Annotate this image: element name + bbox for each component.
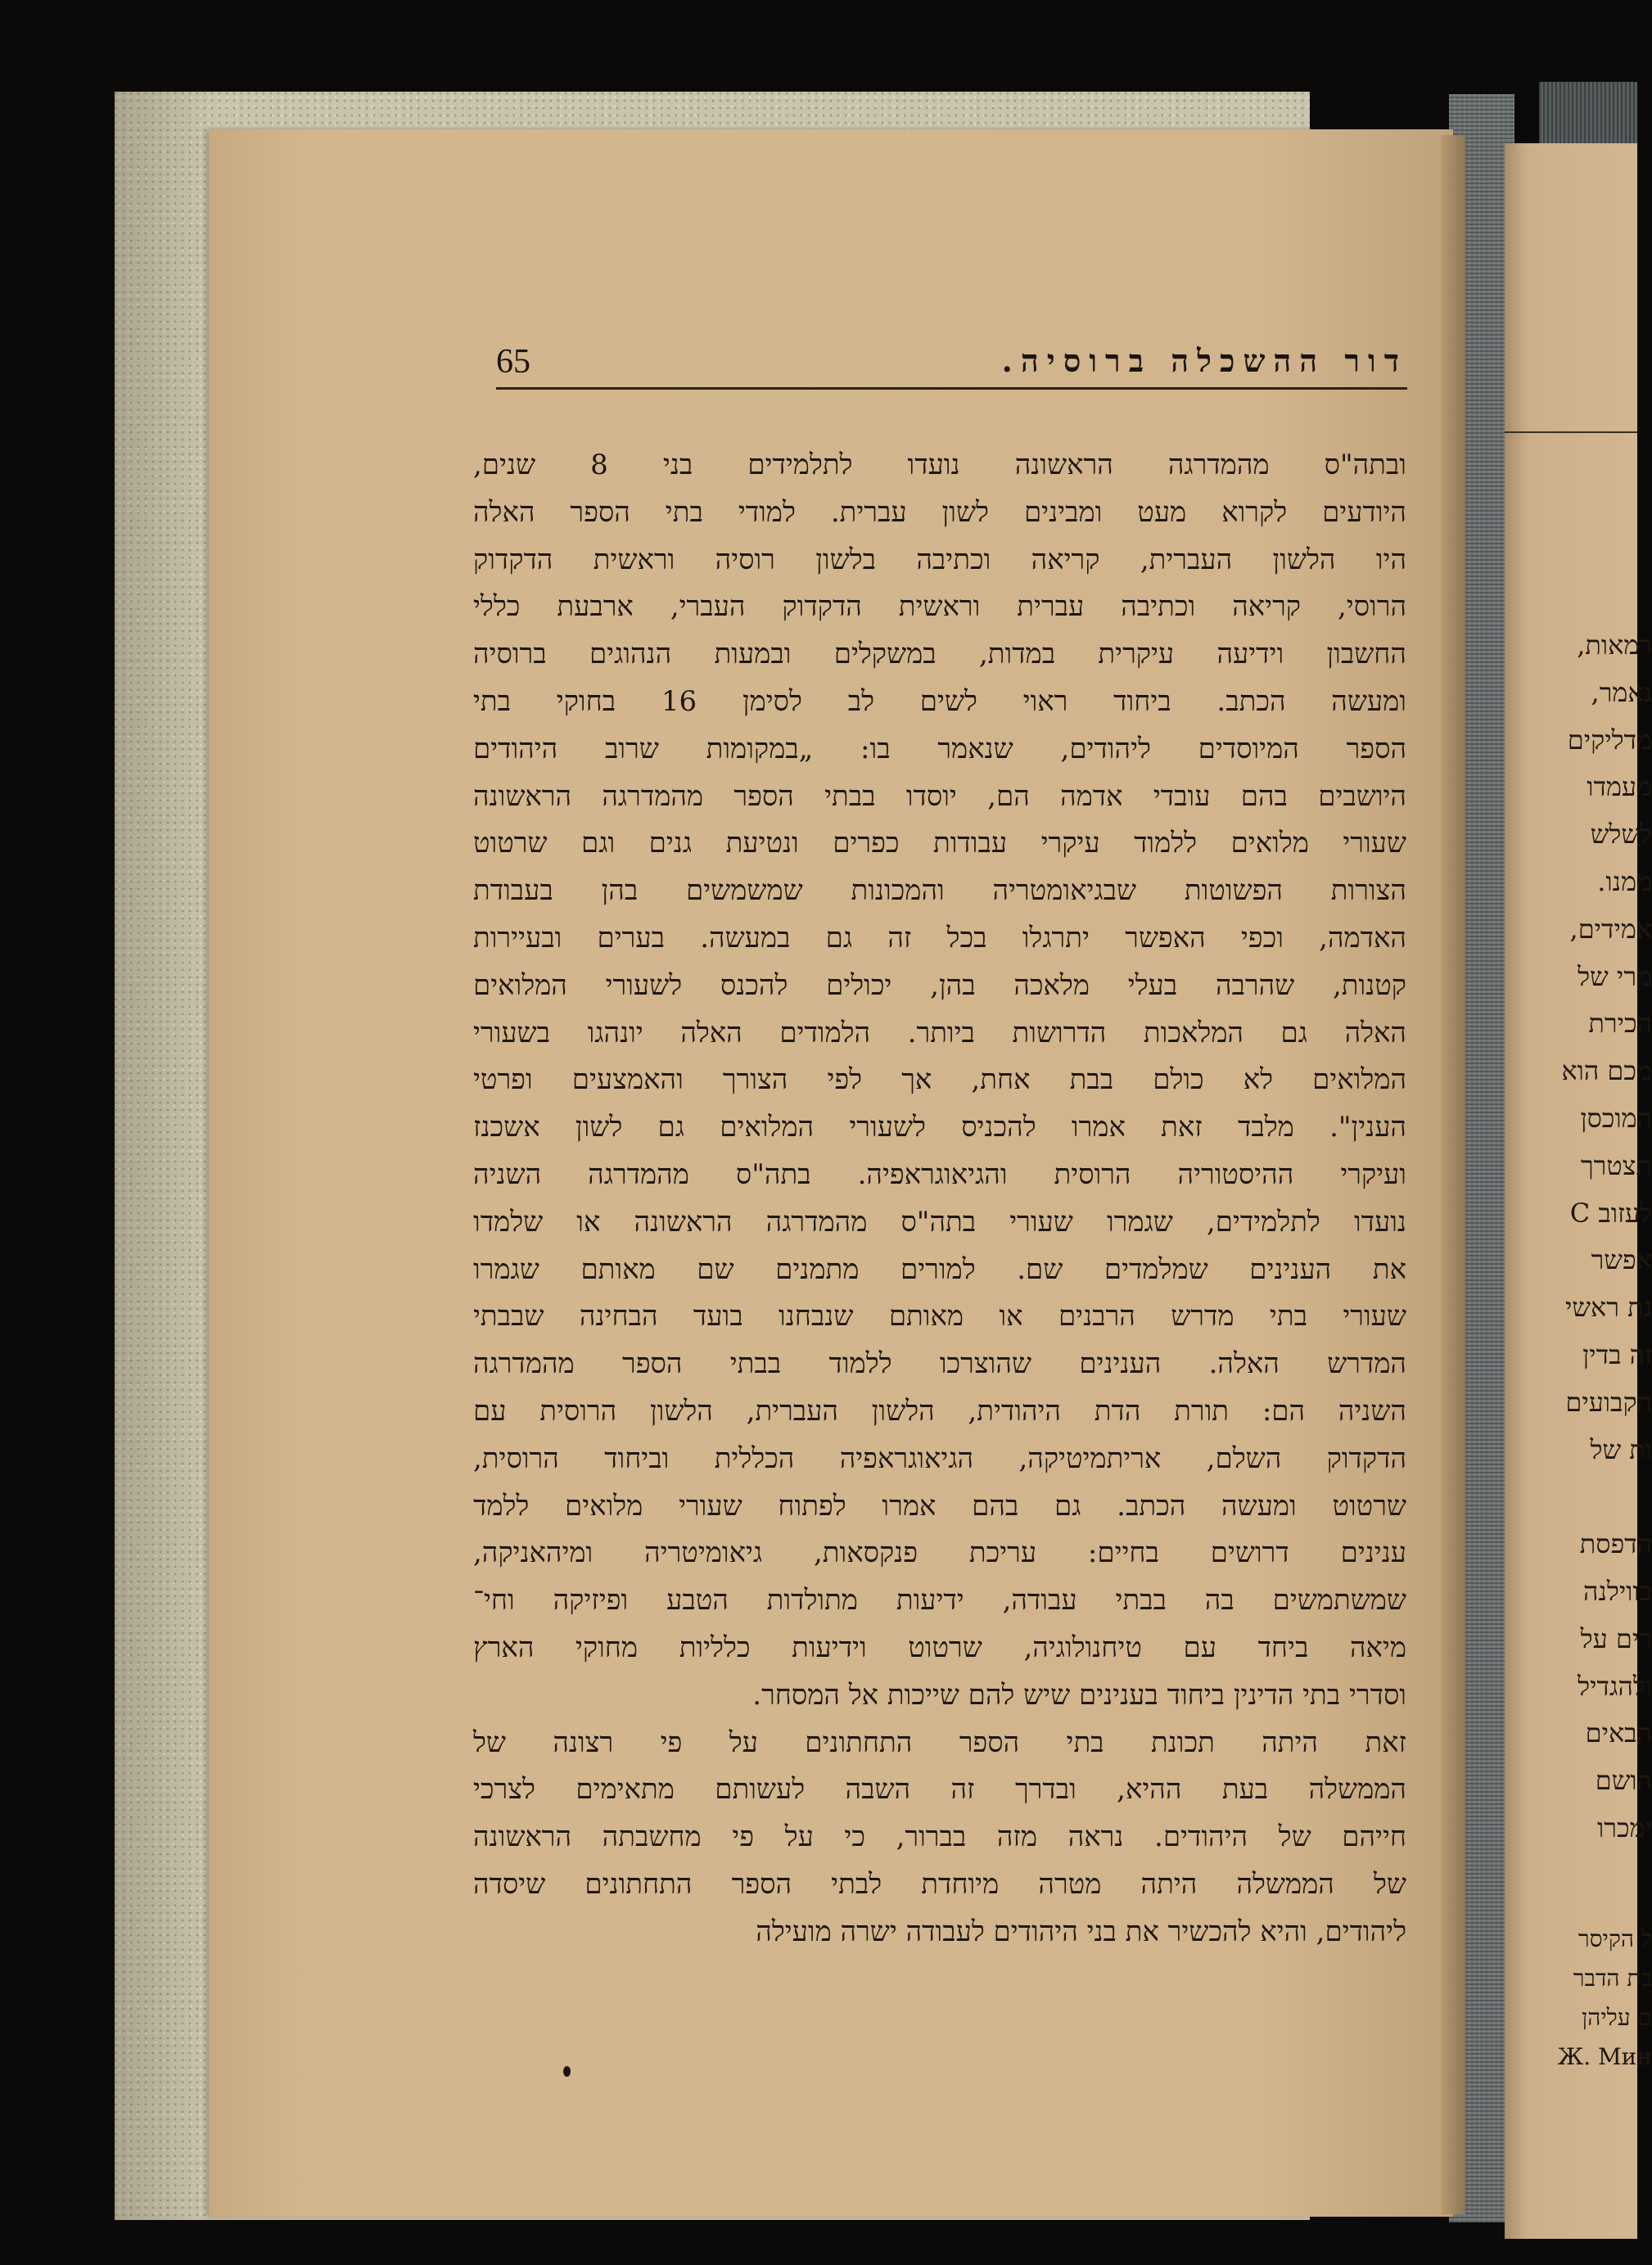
facing-text-line: אפשר bbox=[1591, 1244, 1652, 1276]
text-line: ועיקרי ההיסטוריה הרוסית והגיאוגראפיה. בתה"ס מהמדרגה השניה bbox=[473, 1157, 1406, 1191]
text-line: הספר המיוסדים ליהודים, שנאמר בו: „במקומות שרוב היהודים bbox=[473, 732, 1406, 765]
facing-text-line: המוכסן bbox=[1580, 1102, 1652, 1134]
facing-text-line: מרי של bbox=[1578, 960, 1652, 992]
cover-shadow bbox=[115, 92, 213, 2220]
text-line: האלה גם המלאכות הדרושות ביותר. הלמודים האלה יונהגו בשעורי bbox=[473, 1016, 1406, 1049]
text-line: קטנות, שהרבה בעלי מלאכה בהן, יכולים להכנס לשעורי המלואים bbox=[473, 968, 1406, 1002]
text-line: ענינים דרושים בחיים: עריכת פנקסאות, גיאומיטריה ומיהאניקה, bbox=[473, 1536, 1406, 1570]
text-line: שרטוט ומעשה הכתב. גם בהם אמרו לפתוח שעורי מלואים ללמד bbox=[473, 1489, 1406, 1523]
header-rule bbox=[496, 387, 1407, 390]
facing-text-line: ממנו. bbox=[1597, 865, 1652, 897]
text-line: וסדרי בתי הדינין ביחוד בענינים שיש להם שייכות אל המסחר. bbox=[752, 1678, 1406, 1712]
facing-text-line: אמידים, bbox=[1569, 913, 1652, 945]
text-line: הממשלה בעת ההיא, ובדרך זה השבה לעשותם מתאימים לצרכי bbox=[473, 1773, 1406, 1807]
facing-text-line: מדליקים bbox=[1567, 724, 1652, 756]
text-line: של הממשלה היתה מטרה מיוחדת לבתי הספר התחתונים שיסדה bbox=[473, 1867, 1406, 1901]
page-gutter-edge bbox=[1441, 135, 1465, 2214]
facing-text-line: נת ראשי bbox=[1564, 1292, 1652, 1324]
facing-note-line: Ж. Мин bbox=[1557, 2043, 1652, 2070]
facing-text-line: מכם הוא bbox=[1561, 1055, 1652, 1087]
facing-text-line: הושם bbox=[1595, 1765, 1652, 1797]
text-line: ובתה"ס מהמדרגה הראשונה נועדו לתלמידים בני 8 שנים, bbox=[473, 449, 1406, 481]
text-line: היודעים לקרוא מעט ומבינים לשון עברית. למודי בתי הספר האלה bbox=[473, 495, 1406, 529]
facing-text-line: בווילנה bbox=[1583, 1575, 1652, 1607]
facing-text-line: תצטרך bbox=[1580, 1149, 1652, 1181]
body-text bbox=[473, 442, 1406, 1956]
text-line: הרוסי, קריאה וכתיבה עברית וראשית הדקדוק העברי, ארבעת כללי bbox=[473, 590, 1406, 624]
facing-header-rule bbox=[1505, 431, 1637, 433]
text-line: הצורות הפשוטות שבגיאומטריה והמכונות שמשמשים בהן בעבודת bbox=[473, 874, 1406, 908]
text-line: את הענינים שמלמדים שם. למורים מתמנים שם מאותם שגמרו bbox=[473, 1252, 1406, 1286]
text-line: המלואים לא כולם בבת אחת, אך לפי הצורך והאמצעים ופרטי bbox=[473, 1063, 1406, 1097]
facing-note-line: ל הקיסר bbox=[1578, 1925, 1652, 1952]
facing-page-text bbox=[1521, 622, 1652, 1852]
facing-text-line: רים על bbox=[1580, 1622, 1652, 1654]
text-line: הענין". מלבד זאת אמרו להכניס לשעורי המלואים גם לשון אשכנז bbox=[473, 1111, 1406, 1144]
facing-text-line: זה בדין bbox=[1582, 1338, 1652, 1370]
facing-text-line: הכירת bbox=[1588, 1008, 1652, 1040]
facing-text-line: ות של bbox=[1590, 1433, 1652, 1465]
facing-text-line: נאמר, bbox=[1591, 676, 1652, 708]
facing-page bbox=[1505, 143, 1652, 2239]
facing-text-line: לעזוב C bbox=[1569, 1197, 1652, 1229]
text-line: ליהודים, והיא להכשיר את בני היהודים לעבודה ישרה מועילה bbox=[756, 1915, 1406, 1948]
facing-note-line: ם עליהן bbox=[1582, 2004, 1652, 2031]
facing-text-line: הבאים bbox=[1585, 1717, 1652, 1749]
text-line: האדמה, וכפי האפשר יתרגלו בכל זה גם במעשה. בערים ובעיירות bbox=[473, 921, 1406, 954]
facing-note-line: בת הדבר bbox=[1573, 1965, 1652, 1992]
running-header bbox=[496, 342, 1407, 388]
facing-text-line: ולהגדיל bbox=[1578, 1670, 1652, 1702]
text-line: שעורי בתי מדרש הרבנים או מאותם שנבחנו בועד הבחינה שבבתי bbox=[473, 1300, 1406, 1333]
facing-text-line: מעמדו bbox=[1587, 771, 1652, 803]
text-line: ומעשה הכתב. ביחוד ראוי לשים לב לסימן 16 בחוקי בתי bbox=[473, 684, 1406, 718]
facing-text-line bbox=[1521, 1473, 1652, 1521]
text-line: שמשתמשים בה בבתי עבודה, ידיעות מתולדות הטבע ופיזיקה וחי־ bbox=[473, 1584, 1406, 1618]
facing-page-footnotes bbox=[1521, 1920, 1652, 2077]
text-line: נועדו לתלמידים, שגמרו שעורי בתה"ס מהמדרגה הראשונה או שלמדו bbox=[473, 1205, 1406, 1239]
text-line: חייהם של היהודים. נראה מזה בברור, כי על פי מחשבתה הראשונה bbox=[473, 1821, 1406, 1854]
text-line: היו הלשון העברית, קריאה וכתיבה בלשון רוסיה וראשית הדקדוק bbox=[473, 543, 1406, 576]
facing-text-line: הדפסת bbox=[1579, 1528, 1652, 1560]
text-line: זאת היתה תכונת בתי הספר התחתונים על פי רצונה של bbox=[473, 1726, 1406, 1759]
facing-text-line: הקבועים bbox=[1565, 1386, 1652, 1418]
running-title: דור ההשכלה ברוסיה. bbox=[1001, 342, 1407, 379]
text-line: היושבים בהם עובדי אדמה הם, יוסדו בבתי הספר מהמדרגה הראשונה bbox=[473, 779, 1406, 813]
text-line: שעורי מלואים ללמוד עיקרי עבודות כפרים ונטיעת גנים וגם שרטוט bbox=[473, 827, 1406, 860]
text-line: המדרש האלה. הענינים שהוצרכו ללמוד בבתי הספר מהמדרגה bbox=[473, 1347, 1406, 1381]
text-line: החשבון וידיעה עיקרית במדות, במשקלים ובמעות הנהוגים ברוסיה bbox=[473, 638, 1406, 671]
text-line: מיאה ביחד עם טיחנולוגיה, שרטוט וידיעות כלליות מחוקי הארץ bbox=[473, 1631, 1406, 1664]
text-line: השניה הם: תורת הדת היהודית, הלשון העברית, הלשון הרוסית עם bbox=[473, 1394, 1406, 1428]
facing-text-line: לשלש bbox=[1590, 819, 1652, 851]
facing-text-line: ימכרו bbox=[1597, 1812, 1652, 1843]
ink-speck bbox=[563, 2066, 571, 2077]
page-number: 65 bbox=[496, 343, 530, 381]
facing-text-line: רמאות, bbox=[1577, 629, 1652, 661]
text-line: הדקדוק השלם, אריתמיטיקה, הגיאוגראפיה הכללית וביחוד הרוסית, bbox=[473, 1442, 1406, 1475]
